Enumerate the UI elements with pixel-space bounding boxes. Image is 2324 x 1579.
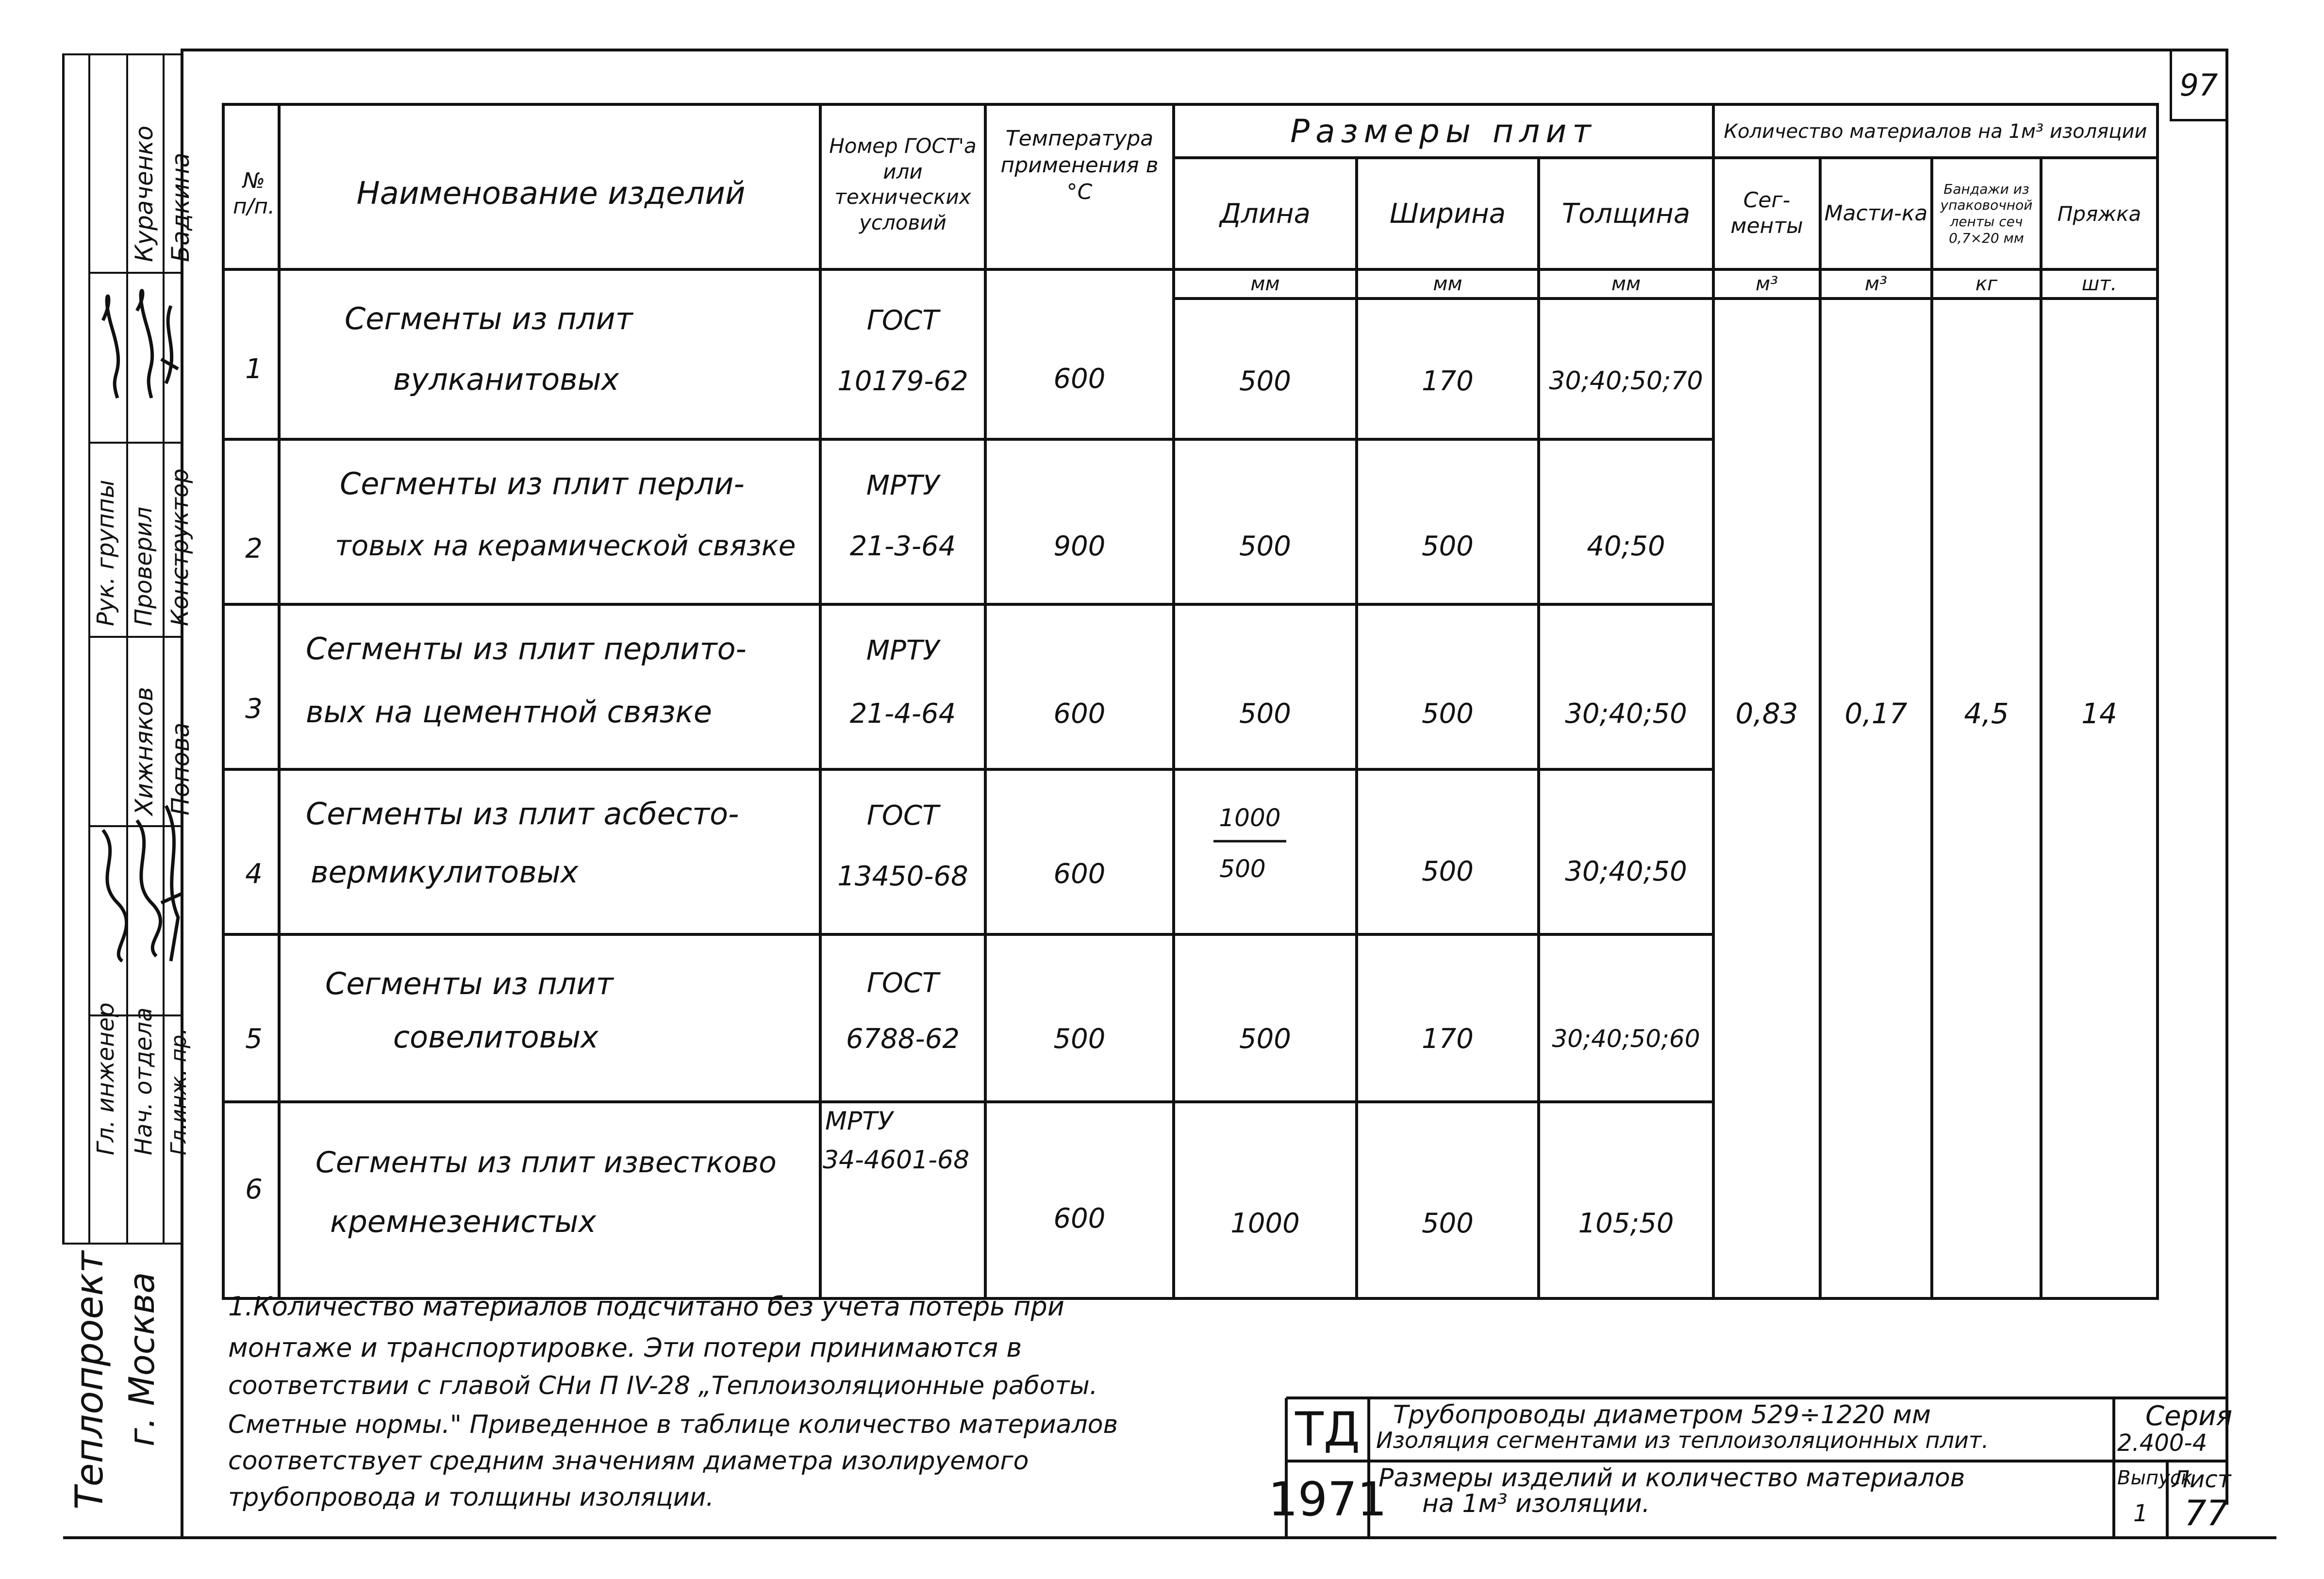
row4-name-line1: Сегменты из плит асбесто-	[306, 796, 739, 831]
common-buckle: 14	[2081, 697, 2117, 730]
header-width: Ширина	[1389, 198, 1506, 230]
header-bandage: Бандажи из упаковочной ленты сеч 0,7×20 мм	[1940, 181, 2033, 246]
row3-width: 500	[1422, 698, 1474, 730]
row2-name-line2: товых на керамической связке	[335, 529, 796, 562]
row3-gost2: 21-4-64	[849, 698, 956, 730]
row6-name-line2: кремнезенистых	[330, 1204, 597, 1239]
unit-length: мм	[1250, 273, 1280, 295]
title-line1: Трубопроводы диаметром 529÷1220 мм	[1393, 1400, 1931, 1429]
row5-name-line1: Сегменты из плит	[325, 966, 614, 1001]
row2-length: 500	[1239, 530, 1291, 562]
doc-line1: Размеры изделий и количество материалов	[1378, 1463, 1965, 1493]
title-year: 1971	[1268, 1472, 1387, 1527]
row2-width: 500	[1422, 530, 1474, 562]
header-name: Наименование изделий	[356, 176, 746, 212]
row5-name-line2: совелитовых	[393, 1019, 598, 1055]
row5-temp: 500	[1053, 1023, 1106, 1055]
row5-gost1: ГОСТ	[866, 967, 939, 999]
header-temp: Температура применения в °С	[1000, 126, 1159, 204]
row3-name-line2: вых на цементной связке	[306, 694, 712, 730]
row1-name-line2: вулканитовых	[393, 362, 619, 397]
role-chief-engineer: Гл. инженер	[92, 1002, 119, 1155]
row6-gost1: МРТУ	[825, 1107, 893, 1136]
role-dept-head: Нач. отдела	[130, 1007, 157, 1155]
row4-width: 500	[1422, 855, 1474, 887]
name-kurachenko: Кураченко	[130, 125, 158, 262]
sheet-value: 77	[2184, 1493, 2229, 1533]
row3-num: 3	[245, 693, 263, 725]
row1-length: 500	[1239, 365, 1291, 397]
note-line-4: Сметные нормы." Приведенное в таблице количество материалов	[228, 1410, 1118, 1439]
header-buckle: Пряжка	[2057, 201, 2141, 226]
series-value: 2.400-4	[2117, 1429, 2208, 1457]
row2-num: 2	[245, 532, 263, 565]
row6-num: 6	[245, 1173, 263, 1205]
header-sizes: Размеры плит	[1290, 112, 1597, 150]
note-line-3: соответствии с главой СНи П IV-28 „Теплоизоляционные работы.	[228, 1371, 1098, 1400]
row2-temp: 900	[1053, 530, 1106, 562]
row6-gost2: 34-4601-68	[823, 1146, 970, 1175]
row2-thickness: 40;50	[1587, 530, 1665, 562]
unit-thickness: мм	[1611, 273, 1641, 295]
row2-gost2: 21-3-64	[849, 530, 956, 562]
header-mastic: Масти-ка	[1824, 200, 1928, 226]
unit-buckle: шт.	[2081, 273, 2117, 295]
header-gost: Номер ГОСТ'а или технических условий	[829, 134, 977, 234]
row6-name-line1: Сегменты из плит известково	[315, 1146, 777, 1180]
row1-num: 1	[245, 353, 263, 385]
name-badkina: Бадкина	[166, 152, 195, 262]
issue-value: 1	[2133, 1500, 2148, 1527]
row3-gost1: МРТУ	[866, 634, 940, 666]
title-line2: Изоляция сегментами из теплоизоляционных плит.	[1376, 1427, 1989, 1453]
row4-thickness: 30;40;50	[1565, 855, 1687, 887]
row6-thickness: 105;50	[1578, 1207, 1674, 1239]
row4-length: 500	[1219, 855, 1266, 883]
row1-temp: 600	[1053, 363, 1106, 395]
row1-thickness: 30;40;50;70	[1549, 366, 1703, 396]
header-length: Длина	[1220, 198, 1311, 230]
org-name: Теплопроект	[68, 1251, 112, 1510]
row4-gost2: 13450-68	[837, 860, 968, 892]
note-line-6: трубопровода и толщины изоляции.	[228, 1483, 714, 1512]
note-line-1: 1.Количество материалов подсчитано без учета потерь при	[228, 1291, 1064, 1322]
role-checked: Проверил	[130, 506, 157, 626]
row4-num: 4	[245, 858, 263, 890]
row2-name-line1: Сегменты из плит перли-	[340, 466, 745, 501]
common-bandage: 4,5	[1964, 697, 2009, 730]
org-city: г. Москва	[121, 1272, 162, 1446]
series-label: Серия	[2145, 1400, 2233, 1432]
sheet-label: Лист	[2172, 1466, 2231, 1493]
row4-gost1: ГОСТ	[866, 799, 939, 831]
row3-temp: 600	[1053, 698, 1106, 730]
row5-length: 500	[1239, 1023, 1291, 1055]
header-thickness: Толщина	[1561, 198, 1691, 230]
unit-width: мм	[1433, 273, 1462, 295]
row3-length: 500	[1239, 698, 1291, 730]
row1-gost2: 10179-62	[837, 365, 968, 397]
unit-segments: м³	[1755, 273, 1778, 295]
note-line-2: монтаже и транспортировке. Эти потери принимаются в	[228, 1332, 1022, 1363]
row5-thickness: 30;40;50;60	[1552, 1025, 1700, 1053]
header-num: № п/п.	[232, 168, 275, 219]
unit-bandage: кг	[1975, 273, 1998, 295]
row4-name-line2: вермикулитовых	[311, 854, 579, 890]
row4-temp: 600	[1053, 858, 1106, 890]
row1-name-line1: Сегменты из плит	[345, 301, 633, 336]
role-designer: Конструктор	[166, 468, 194, 626]
row5-num: 5	[245, 1023, 263, 1055]
issue-label: Выпуск	[2117, 1467, 2192, 1489]
row6-width: 500	[1422, 1207, 1474, 1239]
note-line-5: соответствует средним значениям диаметра изолируемого	[228, 1446, 1029, 1476]
row2-gost1: МРТУ	[866, 469, 940, 501]
name-khizhnyakov: Хижняков	[130, 687, 158, 815]
row3-name-line1: Сегменты из плит перлито-	[306, 631, 747, 666]
common-mastic: 0,17	[1844, 697, 1908, 730]
row1-width: 170	[1422, 365, 1474, 397]
row5-width: 170	[1422, 1023, 1474, 1055]
row5-gost2: 6788-62	[846, 1023, 960, 1055]
row3-thickness: 30;40;50	[1565, 698, 1687, 730]
common-segments: 0,83	[1735, 697, 1798, 730]
role-chief-project-eng: Гл.инж. пр.	[166, 1028, 191, 1155]
title-td: ТД	[1295, 1402, 1360, 1457]
row4-length-top: 1000	[1219, 804, 1281, 832]
doc-line2: на 1м³ изоляции.	[1422, 1489, 1650, 1518]
role-group-head: Рук. группы	[92, 480, 119, 626]
row1-gost1: ГОСТ	[866, 304, 939, 336]
row6-length: 1000	[1230, 1207, 1300, 1239]
row6-temp: 600	[1053, 1202, 1106, 1234]
unit-mastic: м³	[1864, 273, 1888, 295]
header-segments: Сег-менты	[1730, 188, 1803, 238]
sheet-number-top: 97	[2179, 67, 2218, 103]
header-materials: Количество материалов на 1м³ изоляции	[1724, 120, 2147, 143]
name-popova: Попова	[166, 722, 195, 815]
